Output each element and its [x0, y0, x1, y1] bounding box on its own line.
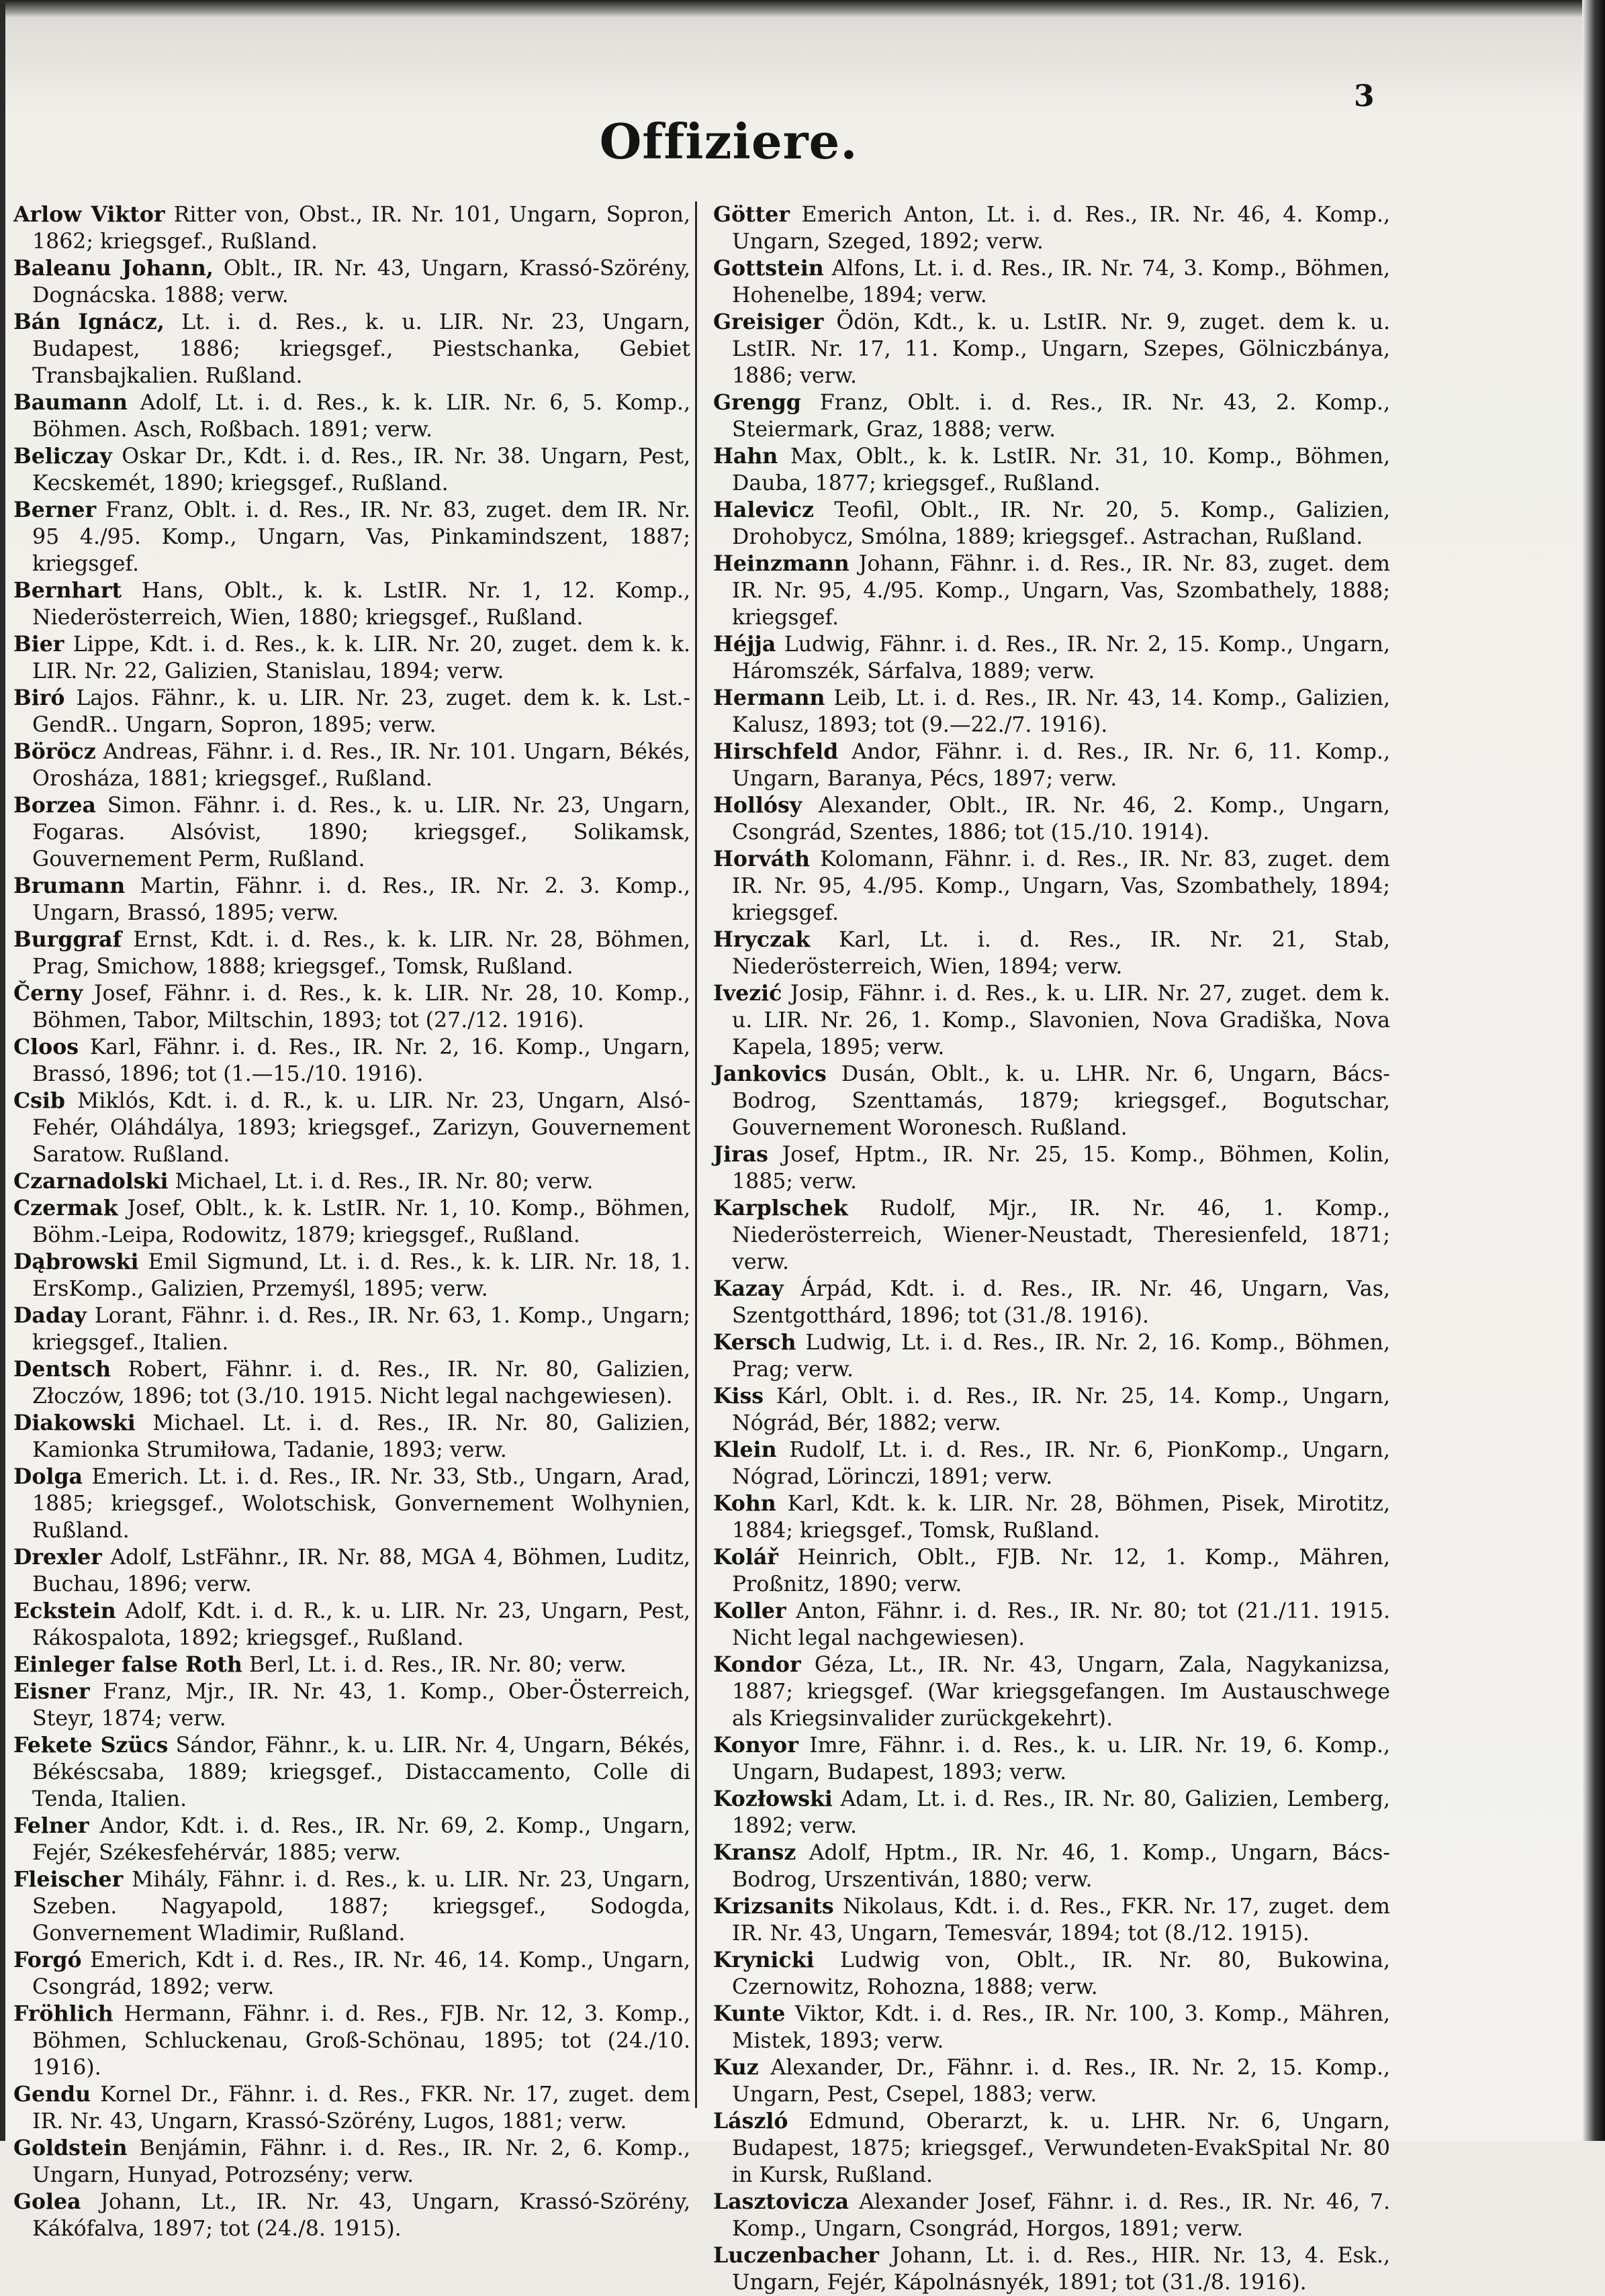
- officer-details: Berl, Lt. i. d. Res., IR. Nr. 80; verw.: [248, 1653, 627, 1677]
- officer-name: Drexler: [13, 1545, 102, 1570]
- officer-entry: [13, 1947, 690, 2001]
- officer-name: Baumann: [13, 390, 128, 415]
- officer-details: Franz, Oblt. i. d. Res., IR. Nr. 83, zuget. dem IR. Nr. 95 4./95. Komp., Ungarn, Vas, Pinkamindszent, 1887; kriegsgef.: [32, 498, 690, 576]
- officer-name: László: [713, 2109, 788, 2134]
- officer-details: Benjámin, Fähnr. i. d. Res., IR. Nr. 2, 6. Komp., Ungarn, Hunyad, Potrozsény; verw.: [32, 2136, 690, 2187]
- officer-name: Lasztovicza: [713, 2189, 850, 2214]
- officer-name: Ivezić: [713, 981, 782, 1006]
- officer-name: Grengg: [713, 390, 801, 415]
- officer-name: Konyor: [713, 1733, 798, 1758]
- officer-entry: [13, 631, 690, 685]
- officer-details: Josip, Fähnr. i. d. Res., k. u. LIR. Nr. 27, zuget. dem k. u. LIR. Nr. 26, 1. Komp., Slavonien, Nova Gradiška, Nova Kapela, 1895; verw.: [732, 982, 1390, 1059]
- officer-details: Adolf, Lt. i. d. Res., k. k. LIR. Nr. 6, 5. Komp., Böhmen. Asch, Roßbach. 1891; verw.: [32, 391, 690, 442]
- officer-details: Nikolaus, Kdt. i. d. Res., FKR. Nr. 17, zuget. dem IR. Nr. 43, Ungarn, Temesvár, 1894; tot (8./12. 1915).: [732, 1895, 1390, 1946]
- officer-details: Hans, Oblt., k. k. LstIR. Nr. 1, 12. Komp., Niederösterreich, Wien, 1880; kriegsgef., Rußland.: [32, 579, 690, 630]
- officer-name: Hollósy: [713, 793, 802, 818]
- officer-entry: [713, 1195, 1390, 1276]
- officer-details: Leib, Lt. i. d. Res., IR. Nr. 43, 14. Komp., Galizien, Kalusz, 1893; tot (9.—22./7. 1916).: [732, 686, 1390, 737]
- officer-name: Einleger false Roth: [13, 1652, 242, 1677]
- officer-details: Ludwig, Lt. i. d. Res., IR. Nr. 2, 16. Komp., Böhmen, Prag; verw.: [732, 1331, 1390, 1382]
- officer-details: Johann, Lt., IR. Nr. 43, Ungarn, Krassó-Szörény, Kákófalva, 1897; tot (24./8. 1915).: [32, 2190, 690, 2241]
- officer-details: Lippe, Kdt. i. d. Res., k. k. LIR. Nr. 20, zuget. dem k. k. LIR. Nr. 22, Galizien, Stanislau, 1894; verw.: [32, 632, 690, 683]
- officer-details: Franz, Oblt. i. d. Res., IR. Nr. 43, 2. Komp., Steiermark, Graz, 1888; verw.: [732, 391, 1391, 442]
- officer-name: Berner: [13, 497, 97, 522]
- officer-name: Heinzmann: [713, 551, 850, 576]
- officer-name: Arlow Viktor: [13, 202, 165, 227]
- officer-entry: [713, 2054, 1390, 2108]
- officer-details: Andreas, Fähnr. i. d. Res., IR. Nr. 101. Ungarn, Békés, Orosháza, 1881; kriegsgef., Rußland.: [32, 740, 690, 791]
- officer-name: Borzea: [13, 793, 96, 818]
- officer-name: Kunte: [713, 2001, 786, 2026]
- officer-entry: [713, 1947, 1390, 2001]
- officer-entry: [13, 1410, 690, 1464]
- officer-entry: [713, 1276, 1390, 1329]
- officer-entry: [713, 1893, 1390, 1947]
- scan-left-edge: [0, 0, 5, 2141]
- officer-details: Adolf, LstFähnr., IR. Nr. 88, MGA 4, Böhmen, Luditz, Buchau, 1896; verw.: [32, 1545, 690, 1596]
- officer-entry: [13, 1732, 690, 1813]
- officer-entry: [13, 685, 690, 738]
- officer-name: Kransz: [713, 1840, 796, 1865]
- officer-entry: [713, 1490, 1390, 1544]
- scan-top-edge: [0, 0, 1605, 17]
- officer-details: Andor, Fähnr. i. d. Res., IR. Nr. 6, 11. Komp., Ungarn, Baranya, Pécs, 1897; verw.: [732, 740, 1391, 791]
- officer-entry: [713, 1141, 1390, 1195]
- officer-details: Michael. Lt. i. d. Res., IR. Nr. 80, Galizien, Kamionka Strumiłowa, Tadanie, 1893; verw.: [32, 1411, 690, 1462]
- officer-details: Michael, Lt. i. d. Res., IR. Nr. 80; verw.: [175, 1169, 594, 1194]
- officer-entry: [713, 631, 1390, 685]
- officer-entry: [13, 443, 690, 497]
- officer-entry: [713, 792, 1390, 846]
- officer-entry: [713, 685, 1390, 738]
- officer-name: Kolář: [713, 1545, 778, 1570]
- officer-entry: [713, 255, 1390, 309]
- officer-name: Luczenbacher: [713, 2243, 879, 2268]
- officer-entry: [13, 577, 690, 631]
- officer-name: Klein: [713, 1437, 777, 1462]
- officer-details: Robert, Fähnr. i. d. Res., IR. Nr. 80, Galizien, Złoczów, 1896; tot (3./10. 1915. Nicht legal nachgewiesen).: [32, 1357, 690, 1408]
- officer-details: Alexander, Oblt., IR. Nr. 46, 2. Komp., Ungarn, Csongrád, Szentes, 1886; tot (15./10. 1914).: [732, 794, 1390, 845]
- officer-name: Golea: [13, 2189, 81, 2214]
- officer-details: Andor, Kdt. i. d. Res., IR. Nr. 69, 2. Komp., Ungarn, Fejér, Székesfehérvár, 1885; verw.: [32, 1814, 690, 1865]
- officer-name: Krynicki: [713, 1948, 815, 1972]
- officer-details: Kornel Dr., Fähnr. i. d. Res., FKR. Nr. 17, zuget. dem IR. Nr. 43, Ungarn, Krassó-Szörény, Lugos, 1881; verw.: [32, 2083, 691, 2134]
- officer-details: Rudolf, Lt. i. d. Res., IR. Nr. 6, PionKomp., Ungarn, Nógrad, Lörinczi, 1891; verw.: [732, 1438, 1390, 1489]
- officer-entry: [13, 1034, 690, 1088]
- officer-name: Böröcz: [13, 739, 96, 764]
- officer-details: Alexander Josef, Fähnr. i. d. Res., IR. Nr. 46, 7. Komp., Ungarn, Csongrád, Horgos, 1891; verw.: [732, 2190, 1391, 2241]
- officer-entry: [13, 738, 690, 792]
- officer-entry: [713, 1839, 1390, 1893]
- officer-entry: [713, 1329, 1390, 1383]
- officer-name: Hryczak: [713, 927, 811, 952]
- officer-details: Heinrich, Oblt., FJB. Nr. 12, 1. Komp., Mähren, Proßnitz, 1890; verw.: [732, 1545, 1391, 1596]
- officer-details: Edmund, Oberarzt, k. u. LHR. Nr. 6, Ungarn, Budapest, 1875; kriegsgef., Verwundeten-EvakSpital Nr. 80 in Kursk, Rußland.: [732, 2109, 1390, 2187]
- officer-details: Adam, Lt. i. d. Res., IR. Nr. 80, Galizien, Lemberg, 1892; verw.: [732, 1787, 1390, 1838]
- officer-entry: [13, 1866, 690, 1947]
- officer-entry: [13, 1813, 690, 1866]
- officer-name: Burggraf: [13, 927, 122, 952]
- officer-entry: [13, 980, 690, 1034]
- officer-name: Cloos: [13, 1035, 79, 1059]
- officer-entry: [13, 2081, 690, 2135]
- officer-entry: [13, 309, 690, 389]
- officer-name: Bán Ignácz,: [13, 309, 165, 334]
- officer-entry: [13, 2189, 690, 2242]
- officer-entry: [713, 443, 1390, 497]
- officer-details: Emerich, Kdt i. d. Res., IR. Nr. 46, 14. Komp., Ungarn, Csongrád, 1892; verw.: [32, 1948, 690, 1999]
- officer-name: Kazay: [713, 1276, 784, 1301]
- officer-name: Kersch: [713, 1330, 796, 1355]
- officer-details: Kolomann, Fähnr. i. d. Res., IR. Nr. 83, zuget. dem IR. Nr. 95, 4./95. Komp., Ungarn, Vas, Szombathely, 1894; kriegsgef.: [732, 847, 1391, 925]
- officer-entry: [713, 497, 1390, 551]
- officer-name: Hahn: [713, 444, 778, 469]
- officer-name: Jankovics: [713, 1061, 827, 1086]
- officer-name: Eisner: [13, 1679, 90, 1704]
- officer-details: Adolf, Kdt. i. d. R., k. u. LIR. Nr. 23, Ungarn, Pest, Rákospalota, 1892; kriegsgef., Rußland.: [32, 1599, 691, 1650]
- officer-entry: [13, 255, 690, 309]
- officer-name: Dąbrowski: [13, 1249, 139, 1274]
- officer-name: Fekete Szücs: [13, 1733, 169, 1758]
- officer-name: Brumann: [13, 873, 126, 898]
- officer-details: Lajos. Fähnr., k. u. LIR. Nr. 23, zuget. dem k. k. Lst.-GendR.. Ungarn, Sopron, 1895; verw.: [32, 686, 690, 737]
- officer-name: Greisiger: [713, 309, 824, 334]
- officer-name: Horváth: [713, 847, 810, 871]
- officer-name: Baleanu Johann,: [13, 256, 214, 281]
- scan-right-edge: [1582, 0, 1605, 2141]
- officer-name: Koller: [713, 1598, 786, 1623]
- officer-details: Martin, Fähnr. i. d. Res., IR. Nr. 2. 3. Komp., Ungarn, Brassó, 1895; verw.: [32, 874, 690, 925]
- officer-name: Krizsanits: [713, 1894, 834, 1919]
- officer-details: Árpád, Kdt. i. d. Res., IR. Nr. 46, Ungarn, Vas, Szentgotthárd, 1896; tot (31./8. 1916).: [732, 1277, 1390, 1328]
- officer-name: Kuz: [713, 2055, 759, 2080]
- officer-details: Franz, Mjr., IR. Nr. 43, 1. Komp., Ober-Österreich, Steyr, 1874; verw.: [32, 1680, 690, 1731]
- officer-entry: [713, 1732, 1390, 1786]
- officer-name: Jiras: [713, 1142, 768, 1167]
- officer-details: Mihály, Fähnr. i. d. Res., k. u. LIR. Nr. 23, Ungarn, Szeben. Nagyapold, 1887; kriegsgef., Sodogda, Gonvernement Wladimir, Rußland.: [32, 1868, 690, 1946]
- officer-details: Anton, Fähnr. i. d. Res., IR. Nr. 80; tot (21./11. 1915. Nicht legal nachgewiesen).: [732, 1599, 1390, 1650]
- officer-name: Fleischer: [13, 1867, 124, 1892]
- officer-name: Forgó: [13, 1948, 82, 1972]
- officer-details: Sándor, Fähnr., k. u. LIR. Nr. 4, Ungarn, Békés, Békéscsaba, 1889; kriegsgef., Distaccamento, Colle di Tenda, Italien.: [32, 1733, 690, 1811]
- officer-details: Kárl, Oblt. i. d. Res., IR. Nr. 25, 14. Komp., Ungarn, Nógrád, Bér, 1882; verw.: [732, 1384, 1390, 1435]
- officer-name: Beliczay: [13, 444, 112, 469]
- officer-entry: [713, 1061, 1390, 1141]
- officer-entry: [13, 389, 690, 443]
- page-title: Offiziere.: [599, 113, 858, 170]
- officer-details: Géza, Lt., IR. Nr. 43, Ungarn, Zala, Nagykanizsa, 1887; kriegsgef. (War kriegsgefangen. Im Austauschwege als Kriegsinvalider zurückgekehrt).: [732, 1653, 1390, 1731]
- officer-details: Emerich. Lt. i. d. Res., IR. Nr. 33, Stb., Ungarn, Arad, 1885; kriegsgef., Wolotschisk, Gonvernement Wolhynien, Rußland.: [32, 1465, 690, 1543]
- officer-details: Lt. i. d. Res., k. u. LIR. Nr. 23, Ungarn, Budapest, 1886; kriegsgef., Piestschanka, Gebiet Transbajkalien. Rußland.: [32, 310, 690, 388]
- officer-details: Alexander, Dr., Fähnr. i. d. Res., IR. Nr. 2, 15. Komp., Ungarn, Pest, Csepel, 1883; verw.: [732, 2056, 1390, 2107]
- officer-name: Csib: [13, 1088, 66, 1113]
- officer-name: Czarnadolski: [13, 1169, 169, 1194]
- officer-details: Josef, Oblt., k. k. LstIR. Nr. 1, 10. Komp., Böhmen, Böhm.-Leipa, Rodowitz, 1879; kriegsgef., Rußland.: [32, 1196, 691, 1247]
- officer-entry: [713, 1437, 1390, 1490]
- officer-details: Imre, Fähnr. i. d. Res., k. u. LIR. Nr. 19, 6. Komp., Ungarn, Budapest, 1893; verw.: [732, 1733, 1390, 1784]
- officer-name: Kohn: [713, 1491, 776, 1516]
- officer-entry: [713, 2189, 1390, 2242]
- officer-entry: [13, 1249, 690, 1302]
- officer-details: Ödön, Kdt., k. u. LstIR. Nr. 9, zuget. dem k. u. LstIR. Nr. 17, 11. Komp., Ungarn, Szepes, Gölniczbánya, 1886; verw.: [732, 310, 1390, 388]
- officer-entry: [713, 980, 1390, 1061]
- officer-details: Dusán, Oblt., k. u. LHR. Nr. 6, Ungarn, Bács-Bodrog, Szenttamás, 1879; kriegsgef., Bogutschar, Gouvernement Woronesch. Rußland.: [732, 1062, 1390, 1140]
- officer-name: Halevicz: [713, 497, 814, 522]
- officer-details: Johann, Fähnr. i. d. Res., IR. Nr. 83, zuget. dem IR. Nr. 95, 4./95. Komp., Ungarn, Vas, Szombathely, 1888; kriegsgef.: [732, 552, 1390, 630]
- officer-details: Ludwig, Fähnr. i. d. Res., IR. Nr. 2, 15. Komp., Ungarn, Háromszék, Sárfalva, 1889; verw.: [732, 632, 1391, 683]
- officer-details: Ritter von, Obst., IR. Nr. 101, Ungarn, Sopron, 1862; kriegsgef., Rußland.: [32, 203, 691, 254]
- officer-name: Héjja: [713, 632, 776, 657]
- officer-name: Gottstein: [713, 256, 824, 281]
- officer-name: Götter: [713, 202, 790, 227]
- officer-details: Hermann, Fähnr. i. d. Res., FJB. Nr. 12, 3. Komp., Böhmen, Schluckenau, Groß-Schönau, 1895; tot (24./10. 1916).: [32, 2002, 690, 2080]
- officer-name: Czermak: [13, 1196, 118, 1221]
- officer-name: Dentsch: [13, 1357, 111, 1382]
- officer-entry: [713, 1786, 1390, 1839]
- left-column: [13, 201, 690, 2242]
- officer-name: Diakowski: [13, 1410, 136, 1435]
- officer-entry: [13, 1088, 690, 1168]
- officer-name: Gendu: [13, 2082, 91, 2107]
- officer-details: Rudolf, Mjr., IR. Nr. 46, 1. Komp., Niederösterreich, Wiener-Neustadt, Theresienfeld, 1871; verw.: [732, 1196, 1391, 1274]
- officer-entry: [713, 2001, 1390, 2054]
- officer-entry: [713, 201, 1390, 255]
- officer-entry: [713, 309, 1390, 389]
- officer-entry: [13, 1195, 690, 1249]
- officer-entry: [713, 551, 1390, 631]
- officer-entry: [13, 1356, 690, 1410]
- officer-details: Teofil, Oblt., IR. Nr. 20, 5. Komp., Galizien, Drohobycz, Smólna, 1889; kriegsgef.. Astrachan, Rußland.: [732, 498, 1390, 549]
- officer-name: Černy: [13, 981, 83, 1006]
- officer-entry: [13, 873, 690, 926]
- officer-entry: [713, 1652, 1390, 1732]
- officer-details: Josef, Hptm., IR. Nr. 25, 15. Komp., Böhmen, Kolin, 1885; verw.: [732, 1143, 1391, 1194]
- page-number: 3: [1354, 79, 1375, 113]
- officer-name: Kiss: [713, 1384, 764, 1408]
- officer-entry: [713, 2108, 1390, 2189]
- officer-details: Karl, Kdt. k. k. LIR. Nr. 28, Böhmen, Pisek, Mirotitz, 1884; kriegsgef., Tomsk, Rußland.: [732, 1492, 1390, 1543]
- officer-name: Hirschfeld: [713, 739, 839, 764]
- officer-details: Emerich Anton, Lt. i. d. Res., IR. Nr. 46, 4. Komp., Ungarn, Szeged, 1892; verw.: [732, 203, 1390, 254]
- officer-details: Josef, Fähnr. i. d. Res., k. k. LIR. Nr. 28, 10. Komp., Böhmen, Tabor, Miltschin, 1893; tot (27./12. 1916).: [32, 982, 690, 1033]
- officer-details: Simon. Fähnr. i. d. Res., k. u. LIR. Nr. 23, Ungarn, Fogaras. Alsóvist, 1890; kriegsgef., Solikamsk, Gouvernement Perm, Rußland.: [32, 794, 691, 871]
- officer-name: Kozłowski: [713, 1786, 833, 1811]
- officer-name: Daday: [13, 1303, 87, 1328]
- officer-details: Johann, Lt. i. d. Res., HIR. Nr. 13, 4. Esk., Ungarn, Fejér, Kápolnásnyék, 1891; tot (31./8. 1916).: [732, 2244, 1390, 2295]
- officer-details: Adolf, Hptm., IR. Nr. 46, 1. Komp., Ungarn, Bács-Bodrog, Urszentiván, 1880; verw.: [732, 1841, 1390, 1892]
- officer-details: Emil Sigmund, Lt. i. d. Res., k. k. LIR. Nr. 18, 1. ErsKomp., Galizien, Przemyśl, 1895; verw.: [32, 1250, 690, 1301]
- officer-name: Karplschek: [713, 1196, 848, 1221]
- column-divider: [695, 201, 697, 2108]
- officer-entry: [713, 2242, 1390, 2296]
- officer-entry: [13, 1598, 690, 1652]
- officer-entry: [13, 1678, 690, 1732]
- officer-details: Karl, Fähnr. i. d. Res., IR. Nr. 2, 16. Komp., Ungarn, Brassó, 1896; tot (1.—15./10. 1916).: [32, 1035, 691, 1086]
- officer-entry: [713, 926, 1390, 980]
- right-column: [713, 201, 1390, 2296]
- officer-name: Kondor: [713, 1652, 801, 1677]
- officer-details: Miklós, Kdt. i. d. R., k. u. LIR. Nr. 23, Ungarn, Alsó-Fehér, Oláhdálya, 1893; kriegsgef., Zarizyn, Gouvernement Saratow. Rußland.: [32, 1089, 690, 1167]
- officer-name: Dolga: [13, 1464, 83, 1489]
- officer-name: Hermann: [713, 685, 825, 710]
- officer-name: Biró: [13, 685, 65, 710]
- officer-entry: [713, 1544, 1390, 1598]
- officer-entry: [713, 1383, 1390, 1437]
- officer-entry: [713, 1598, 1390, 1652]
- officer-entry: [13, 201, 690, 255]
- officer-entry: [13, 1544, 690, 1598]
- officer-name: Fröhlich: [13, 2001, 113, 2026]
- officer-entry: [713, 846, 1390, 926]
- officer-details: Max, Oblt., k. k. LstIR. Nr. 31, 10. Komp., Böhmen, Dauba, 1877; kriegsgef., Rußland.: [732, 444, 1390, 495]
- officer-name: Goldstein: [13, 2136, 128, 2160]
- officer-entry: [13, 1652, 690, 1678]
- officer-name: Bier: [13, 632, 64, 657]
- officer-entry: [713, 738, 1390, 792]
- officer-details: Karl, Lt. i. d. Res., IR. Nr. 21, Stab, Niederösterreich, Wien, 1894; verw.: [732, 928, 1391, 979]
- officer-details: Ernst, Kdt. i. d. Res., k. k. LIR. Nr. 28, Böhmen, Prag, Smichow, 1888; kriegsgef., Tomsk, Rußland.: [32, 928, 690, 979]
- officer-entry: [13, 497, 690, 577]
- officer-entry: [13, 1464, 690, 1544]
- officer-entry: [13, 1302, 690, 1356]
- officer-entry: [13, 2135, 690, 2189]
- officer-name: Felner: [13, 1813, 89, 1838]
- officer-details: Lorant, Fähnr. i. d. Res., IR. Nr. 63, 1. Komp., Ungarn; kriegsgef., Italien.: [32, 1304, 690, 1355]
- officer-entry: [13, 926, 690, 980]
- officer-entry: [13, 792, 690, 873]
- officer-name: Bernhart: [13, 578, 122, 603]
- officer-entry: [713, 389, 1390, 443]
- officer-name: Eckstein: [13, 1598, 116, 1623]
- officer-details: Oblt., IR. Nr. 43, Ungarn, Krassó-Szörény, Dognácska. 1888; verw.: [32, 256, 691, 307]
- officer-details: Alfons, Lt. i. d. Res., IR. Nr. 74, 3. Komp., Böhmen, Hohenelbe, 1894; verw.: [732, 256, 1390, 307]
- officer-details: Viktor, Kdt. i. d. Res., IR. Nr. 100, 3. Komp., Mähren, Mistek, 1893; verw.: [732, 2002, 1390, 2053]
- officer-details: Ludwig von, Oblt., IR. Nr. 80, Bukowina, Czernowitz, Rohozna, 1888; verw.: [732, 1948, 1390, 1999]
- officer-entry: [13, 2001, 690, 2081]
- officer-entry: [13, 1168, 690, 1195]
- officer-details: Oskar Dr., Kdt. i. d. Res., IR. Nr. 38. Ungarn, Pest, Kecskemét, 1890; kriegsgef., Rußland.: [32, 444, 690, 495]
